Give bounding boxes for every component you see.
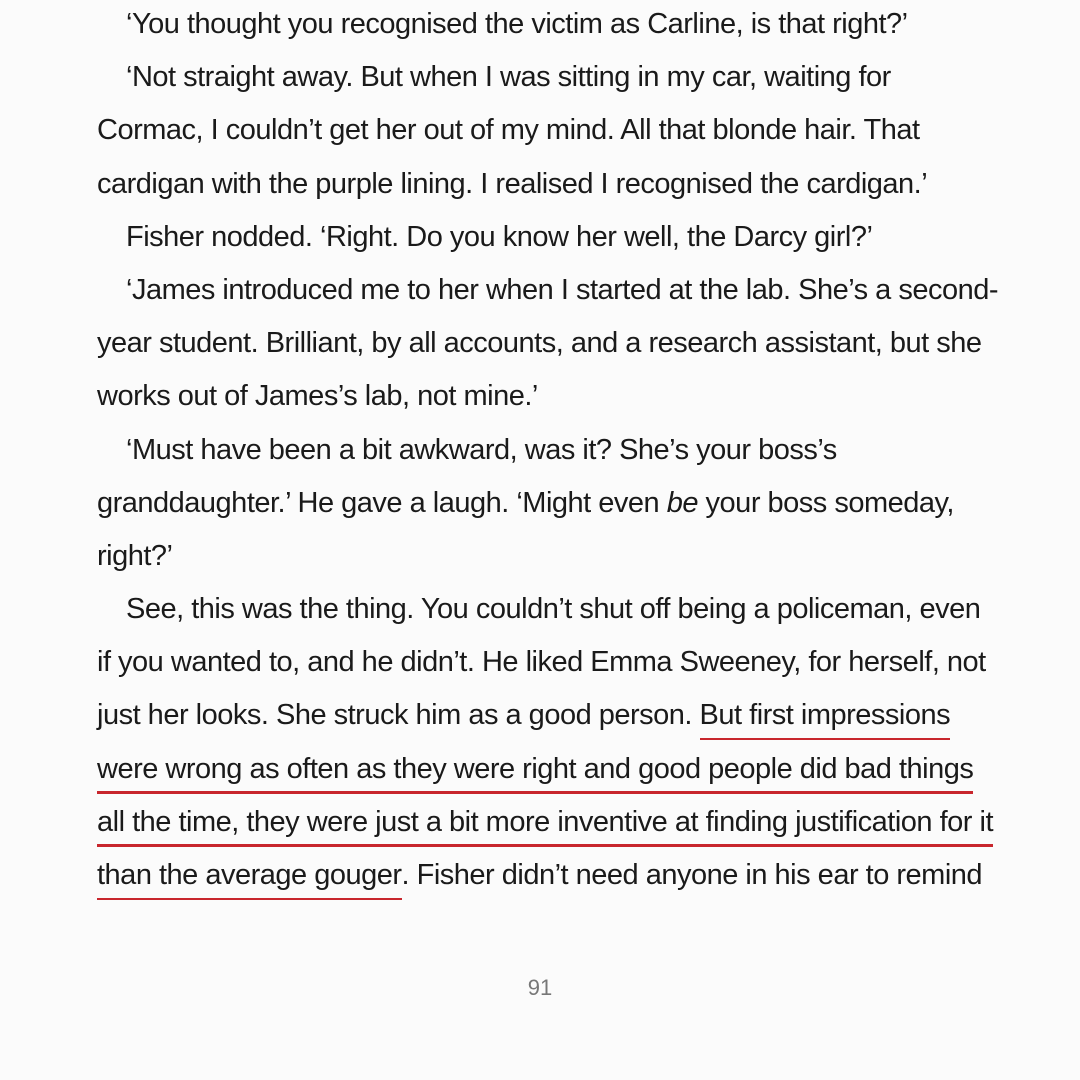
text-segment: . Fisher didn’t need anyone in his ear to remind	[401, 859, 983, 891]
text-line	[97, 583, 987, 636]
text-segment: See, this was the thing. You couldn’t shut off being a policeman, even	[126, 593, 981, 626]
text-line	[97, 51, 987, 104]
underlined-text: were wrong as often as they were right and good people did bad things	[97, 752, 974, 785]
text-line	[97, 636, 987, 689]
text-line	[97, 370, 987, 423]
text-segment: year student. Brilliant, by all accounts, and a research assistant, but she	[97, 327, 982, 360]
text-line	[97, 211, 987, 264]
italic-text: be	[666, 486, 698, 519]
body-text	[97, 0, 999, 902]
text-segment: granddaughter.’ He gave a laugh. ‘Might even	[97, 486, 667, 519]
text-segment: ‘James introduced me to her when I started at the lab. She’s a second-	[126, 273, 999, 306]
text-line	[97, 743, 987, 796]
text-line	[97, 158, 987, 211]
text-segment: cardigan with the purple lining. I realised I recognised the cardigan.’	[97, 167, 928, 200]
text-line	[97, 104, 987, 157]
text-segment: ‘Not straight away. But when I was sitting in my car, waiting for	[126, 61, 891, 94]
text-segment: your boss someday,	[698, 486, 954, 519]
text-segment: ‘You thought you recognised the victim as Carline, is that right?’	[126, 8, 908, 40]
text-line	[97, 849, 987, 902]
text-segment: if you wanted to, and he didn’t. He liked Emma Sweeney, for herself, not	[97, 646, 986, 679]
text-line	[97, 530, 987, 583]
text-segment: Fisher nodded. ‘Right. Do you know her well, the Darcy girl?’	[126, 220, 873, 253]
underlined-text: But first impressions	[699, 699, 951, 732]
text-line	[97, 317, 987, 370]
text-segment: Cormac, I couldn’t get her out of my mind. All that blonde hair. That	[97, 114, 920, 147]
underlined-text: than the average gouger	[97, 859, 402, 891]
page-number: 91	[527, 975, 553, 1000]
text-line	[97, 424, 987, 477]
text-segment: works out of James’s lab, not mine.’	[97, 380, 538, 413]
text-segment: just her looks. She struck him as a good person.	[97, 699, 700, 732]
text-segment: ‘Must have been a bit awkward, was it? She’s your boss’s	[126, 433, 837, 466]
text-line	[97, 796, 993, 849]
text-line	[97, 264, 999, 317]
text-line	[97, 0, 987, 51]
underlined-text: all the time, they were just a bit more inventive at finding justification for it	[97, 805, 993, 838]
text-line	[97, 689, 987, 742]
text-segment: right?’	[97, 539, 173, 572]
text-line	[97, 477, 987, 530]
